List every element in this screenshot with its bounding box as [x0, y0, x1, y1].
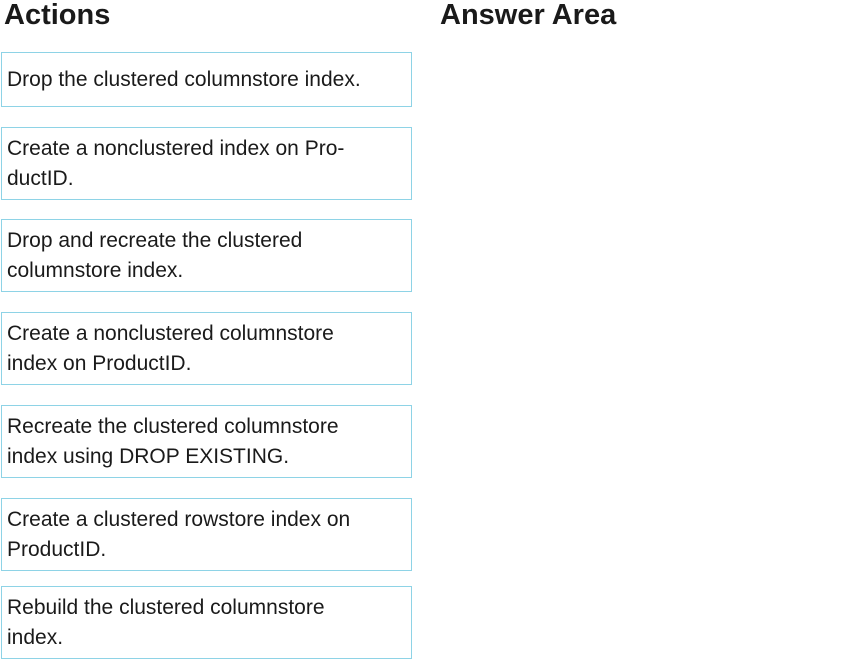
- action-item-label: Rebuild the clustered columnstore index.: [7, 595, 325, 649]
- action-item-rebuild-clustered-columnstore[interactable]: [1, 586, 412, 659]
- action-item-label: Drop the clustered columnstore index.: [7, 67, 361, 91]
- action-item-label: Drop and recreate the clustered columnstore index.: [7, 228, 303, 282]
- answer-area-heading: Answer Area: [440, 0, 617, 31]
- action-item-create-clustered-rowstore[interactable]: [1, 498, 412, 571]
- action-item-drop-and-recreate-clustered-columnstore[interactable]: [1, 219, 412, 292]
- action-item-drop-clustered-columnstore[interactable]: [1, 52, 412, 107]
- action-item-label: Recreate the clustered columnstore index using DROP EXISTING.: [7, 414, 339, 468]
- action-item-recreate-clustered-columnstore-drop-existing[interactable]: [1, 405, 412, 478]
- answer-area-drop-zone[interactable]: [440, 52, 845, 652]
- actions-heading: Actions: [4, 0, 111, 31]
- action-item-label: Create a nonclustered columnstore index on ProductID.: [7, 321, 334, 375]
- action-item-create-nonclustered-columnstore[interactable]: [1, 312, 412, 385]
- action-item-label: Create a nonclustered index on Pro- ductID.: [7, 136, 345, 190]
- action-item-create-nonclustered-index[interactable]: [1, 127, 412, 200]
- action-item-label: Create a clustered rowstore index on ProductID.: [7, 507, 351, 561]
